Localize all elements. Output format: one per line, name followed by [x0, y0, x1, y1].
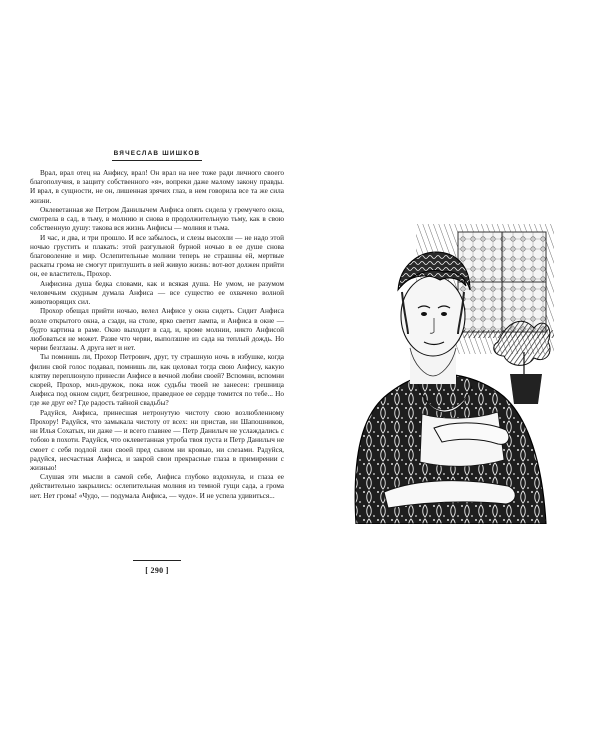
body-text: [30, 169, 284, 501]
paragraph: Прохор обещал прийти ночью, велел Анфисе у окна сидеть. Сидит Анфиса возле открытого окна, а сзади, на столе, ярко светит лампа, и Анфиса в окне — будто картина в раме. Окно выходит в сад, и, кроме молнии, никто Анфисой любоваться не может. Разве что черви, выползшие из сада на теплый дождь. Но черви безглазы. А друга нет и нет.: [30, 307, 284, 353]
paragraph: Радуйся, Анфиса, принесшая нетронутую чистоту свою возлюбленному Прохору! Радуйся, что замыкала чистоту от всех: ни пристав, ни Шапошников, ни Илья Сохатых, ни даже — и всего главнее — Петр Данилыч не услаждались с тобою в похоти. Радуйся, что оклеветанная утроба твоя пуста и Петр Данилыч не смоет с себя подлой лжи своей пред сыном ни кровью, ни слезами. Радуйся, радуйся, несчастная Анфиса, и закрой свои прекрасные глаза в примирении с жизнью!: [30, 408, 284, 472]
running-head: ВЯЧЕСЛАВ ШИШКОВ: [113, 150, 201, 157]
portrait-illustration: [348, 224, 554, 524]
folio-block: [30, 560, 284, 575]
left-page: [30, 150, 284, 501]
paragraph: Слушая эти мысли в самой себе, Анфиса глубоко вздохнула, и глаза ее действительно закрылись: ослепительная молния из темной гущи сада, а грома нет. Нет грома! «Чудо, — подумала Анфиса, — чудо». И не успела удивиться...: [30, 473, 284, 500]
paragraph: И час, и два, и три прошло. И все забылось, и слезы высохли — не надо этой ночью грустить и плакать: этой разгульной бурной ночью в ее душе снова благоволение и мир. Ослепительные молнии теперь не страшны ей, мертвые раскаты грома не смогут приглушить в ней живую жизнь: вот-вот должен прийти он, ее властитель, Прохор.: [30, 233, 284, 279]
potted-plant: [494, 321, 550, 404]
folio-rule: [133, 560, 181, 561]
page-number: [ 290 ]: [145, 566, 169, 575]
paragraph: Оклеветанная же Петром Данилычем Анфиса опять сидела у гремучего окна, смотрела в сад, в тьму, в молнию и снова в продолжительную тьму, как в свою собственную душу: такова вся жизнь Анфисы — молния и тьма.: [30, 205, 284, 233]
paragraph: Анфисина душа бедка словами, как и всякая душа. Не умом, не разумом человечьим скудным думала Анфиса — все существо ее охвачено волной животворящих сил.: [30, 279, 284, 307]
paragraph: Врал, врал отец на Анфису, врал! Он врал на нее тоже ради личного своего благополучия, в защиту собственного «я», вопреки даже малому закону правды. И врал, в сущности, не он, лишенная зрячих глаз, в нем говорила все та же сила жизни.: [30, 169, 284, 205]
paragraph: Ты помнишь ли, Прохор Петрович, друг, ту страшную ночь в избушке, когда филин свой голос подавал, помнишь ли, как целовал тогда свою Анфису, какую клятву переплюнуло принесли Анфисе в вечной любви своей? Вспомни, вспомни скорей, Прохор, мил-дружок, пока нож судьбы твоей не занесен: грешница Анфиса под окном сидит, безгрешное, праведное ее сердце томится по тебе... Но где же друг ее? Где радость тайной свадьбы?: [30, 353, 284, 408]
running-head-rule: [112, 160, 202, 161]
